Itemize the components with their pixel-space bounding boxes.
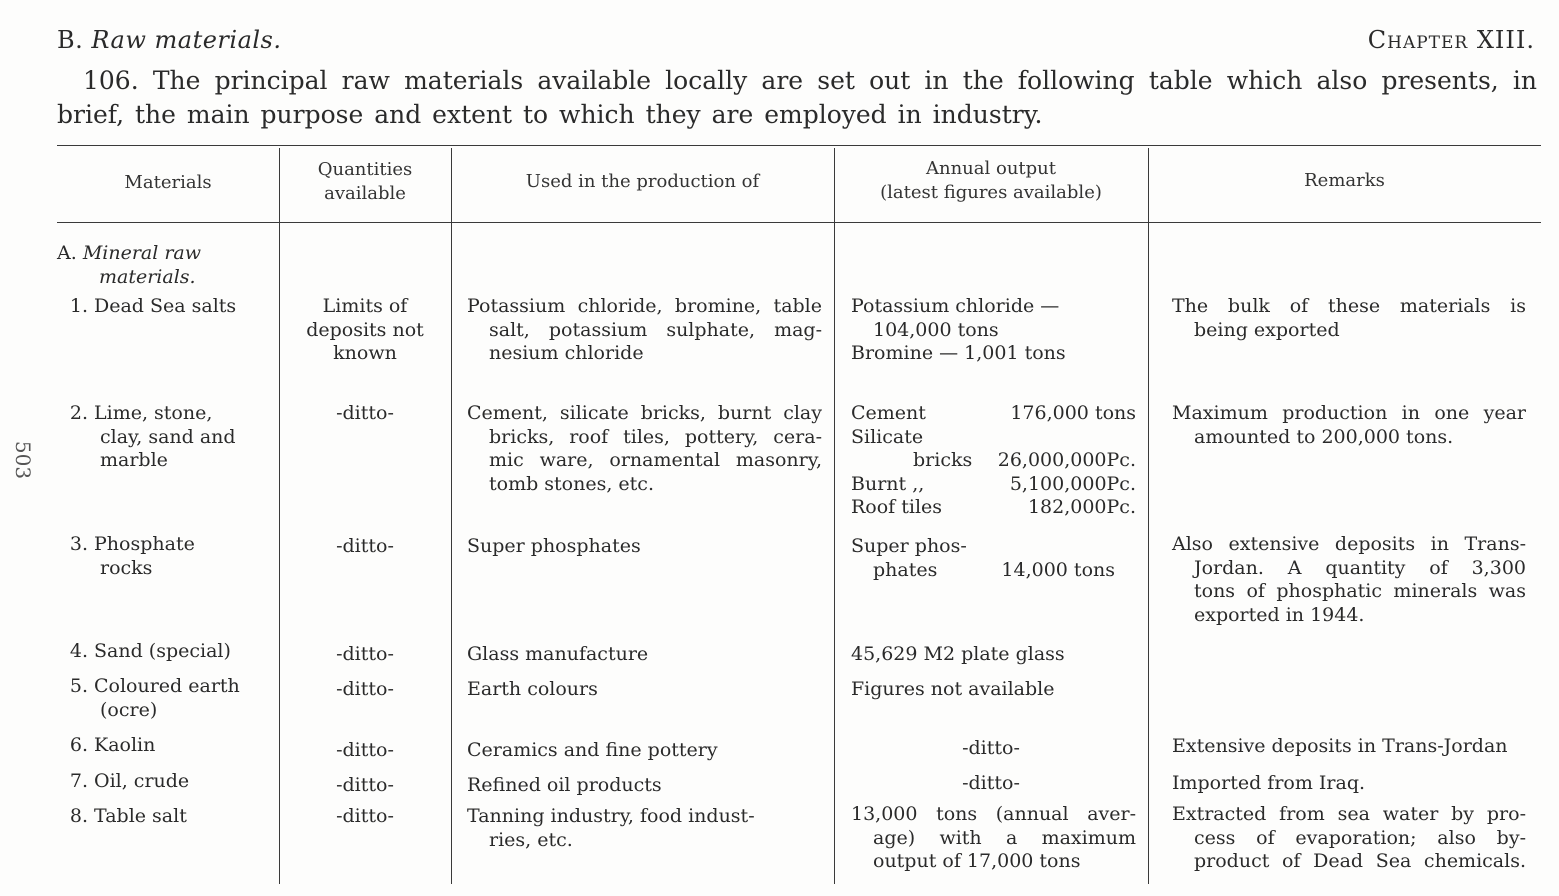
- row-used: [467, 805, 787, 852]
- used-line: Potassium chloride, bromine, table: [467, 295, 822, 317]
- row-output: -ditto-: [962, 772, 1020, 794]
- header-quantities-line1: Quantities: [317, 159, 413, 180]
- row-material: [62, 770, 189, 794]
- header-output-line1: Annual output: [926, 158, 1056, 179]
- row-used: Earth colours: [467, 678, 598, 700]
- output-value: 14,000 tons: [1001, 558, 1115, 581]
- section-letter: B.: [57, 26, 84, 54]
- used-line: bricks, roof tiles, pottery, cera-: [489, 425, 822, 448]
- remarks-line: tons of phosphatic minerals was: [1194, 580, 1526, 602]
- material-line: Table salt: [94, 805, 187, 827]
- row-material: [62, 734, 155, 758]
- row-output: 45,629 M2 plate glass: [851, 643, 1065, 665]
- table-top-rule: [57, 145, 1541, 146]
- quantity-line: known: [333, 342, 397, 364]
- quantity-line: deposits not: [306, 318, 424, 341]
- row-number: 4.: [69, 640, 88, 662]
- output-line: 13,000 tons (annual aver-: [851, 803, 1136, 825]
- group-title-line2: materials.: [99, 265, 196, 288]
- output-line: 104,000 tons: [873, 318, 999, 341]
- used-line: nesium chloride: [489, 342, 644, 364]
- output-label: Super phos-: [851, 535, 967, 557]
- page-number: 503: [11, 440, 36, 480]
- remarks-line: exported in 1944.: [1194, 603, 1365, 626]
- quantity-line: Limits of: [322, 295, 408, 317]
- row-output: [851, 402, 1136, 520]
- row-remarks: [1172, 402, 1526, 449]
- header-quantities-line2: available: [324, 183, 406, 204]
- row-material: [62, 640, 231, 664]
- row-number: 6.: [69, 734, 88, 756]
- material-line: rocks: [100, 556, 153, 579]
- output-entry: [851, 559, 1115, 583]
- header-output-line2: (latest figures available): [880, 182, 1102, 203]
- output-line: age) with a maximum: [873, 826, 1136, 849]
- output-label: Silicate: [851, 425, 924, 448]
- remarks-line: being exported: [1194, 318, 1340, 341]
- used-line: Tanning industry, food indust-: [467, 805, 755, 827]
- intro-paragraph: [57, 64, 1537, 132]
- output-label: Cement: [851, 402, 926, 424]
- group-title-line1: Mineral raw: [82, 242, 202, 264]
- group-label: A.: [57, 242, 77, 264]
- output-value: 182,000Pc.: [1027, 496, 1136, 518]
- output-label: phates: [873, 558, 938, 581]
- row-output: [851, 535, 1115, 582]
- header-used: Used in the production of: [525, 171, 760, 192]
- row-remarks: [1172, 533, 1526, 627]
- remarks-line: cess of evaporation; also by-: [1194, 826, 1526, 849]
- row-output: Figures not available: [851, 678, 1055, 700]
- used-line: ries, etc.: [489, 828, 573, 851]
- row-quantity: -ditto-: [336, 535, 394, 557]
- material-line: (ocre): [100, 698, 158, 721]
- output-value: 5,100,000Pc.: [1009, 472, 1136, 495]
- output-label: Burnt ,,: [851, 472, 925, 495]
- chapter-label: Chapter XIII.: [1367, 26, 1535, 54]
- column-divider: [1148, 148, 1149, 884]
- used-line: mic ware, ornamental masonry,: [489, 449, 822, 471]
- intro-line-1: 106. The principal raw materials available locally are set out in the following table which also presents, in: [83, 66, 1537, 95]
- material-line: Coloured earth: [94, 675, 240, 697]
- material-line: Dead Sea salts: [94, 295, 237, 317]
- row-material: [62, 402, 236, 473]
- row-material: [62, 295, 236, 319]
- material-line: Oil, crude: [94, 770, 190, 792]
- output-entry: [851, 473, 1136, 497]
- row-remarks: Extensive deposits in Trans-Jordan: [1172, 735, 1508, 757]
- material-line: Phosphate: [94, 533, 195, 555]
- row-remarks: [1172, 803, 1526, 874]
- remarks-line: Maximum production in one year: [1172, 402, 1526, 424]
- row-material: [62, 805, 187, 829]
- remarks-line: Extracted from sea water by pro-: [1172, 803, 1526, 825]
- row-used: Super phosphates: [467, 535, 641, 557]
- row-number: 8.: [69, 805, 88, 827]
- output-entry: [851, 426, 1136, 450]
- output-label: Roof tiles: [851, 496, 943, 518]
- row-used: Refined oil products: [467, 774, 662, 796]
- used-line: tomb stones, etc.: [489, 472, 654, 495]
- row-quantity: -ditto-: [336, 739, 394, 761]
- header-quantities: [279, 158, 451, 206]
- row-number: 7.: [69, 770, 88, 792]
- used-line: salt, potassium sulphate, mag-: [489, 318, 822, 341]
- row-used: Glass manufacture: [467, 643, 649, 665]
- remarks-line: The bulk of these materials is: [1172, 295, 1526, 317]
- material-line: clay, sand and: [100, 425, 236, 448]
- row-number: 5.: [69, 675, 88, 697]
- output-value: 26,000,000Pc.: [997, 449, 1136, 471]
- row-number: 2.: [69, 402, 88, 424]
- row-quantity: -ditto-: [336, 774, 394, 796]
- material-line: Kaolin: [94, 734, 156, 756]
- used-line: Cement, silicate bricks, burnt clay: [467, 402, 822, 424]
- header-remarks: Remarks: [1304, 170, 1385, 191]
- row-number: 1.: [69, 295, 88, 317]
- output-line: Bromine — 1,001 tons: [851, 342, 1066, 364]
- row-quantity: -ditto-: [336, 678, 394, 700]
- row-output: [851, 295, 1136, 366]
- material-line: Lime, stone,: [94, 402, 213, 424]
- intro-line-2: brief, the main purpose and extent to which they are employed in industry.: [57, 100, 1043, 129]
- row-quantity: -ditto-: [336, 805, 394, 827]
- row-material: [62, 675, 240, 722]
- remarks-line: Jordan. A quantity of 3,300: [1194, 556, 1526, 579]
- output-line: output of 17,000 tons: [873, 850, 1081, 872]
- output-entry: [851, 449, 1136, 473]
- row-output: [851, 803, 1136, 874]
- row-quantity: [279, 295, 451, 366]
- material-line: marble: [100, 449, 168, 471]
- column-divider: [451, 148, 452, 884]
- output-line: Potassium chloride —: [851, 295, 1060, 317]
- section-title: Raw materials.: [91, 26, 282, 54]
- material-line: Sand (special): [94, 640, 231, 662]
- row-quantity: -ditto-: [336, 643, 394, 665]
- remarks-line: amounted to 200,000 tons.: [1194, 425, 1454, 448]
- row-quantity: -ditto-: [336, 402, 394, 424]
- row-output: -ditto-: [962, 737, 1020, 759]
- row-used: Ceramics and fine pottery: [467, 739, 718, 761]
- group-heading: [57, 242, 201, 289]
- row-number: 3.: [69, 533, 88, 555]
- output-entry: [851, 402, 1136, 426]
- row-remarks: Imported from Iraq.: [1172, 772, 1366, 794]
- row-used: [467, 295, 822, 366]
- row-remarks: [1172, 295, 1526, 342]
- remarks-line: product of Dead Sea chemicals.: [1194, 850, 1526, 872]
- row-material: [62, 533, 195, 580]
- remarks-line: Also extensive deposits in Trans-: [1172, 533, 1526, 555]
- output-value: 176,000 tons: [1010, 402, 1136, 424]
- row-used: [467, 402, 822, 496]
- header-materials: Materials: [124, 172, 212, 193]
- section-heading: [57, 26, 282, 54]
- output-label: bricks: [913, 449, 973, 471]
- header-output: [834, 157, 1148, 205]
- output-entry: [851, 496, 1136, 520]
